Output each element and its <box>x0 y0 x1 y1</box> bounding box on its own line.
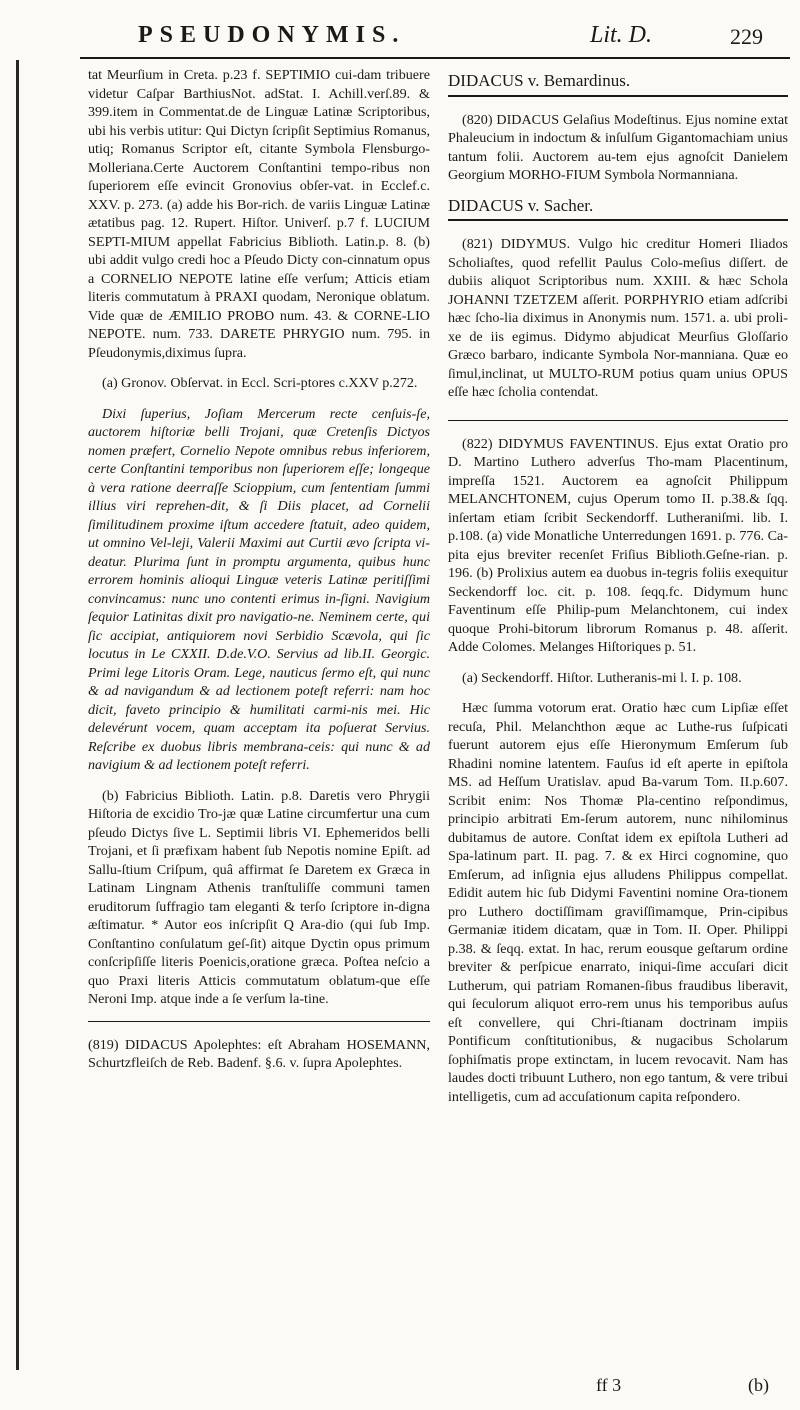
footnote-a-seckendorff: (a) Seckendorff. Hiſtor. Lutheranis-mi l. I. p. 108. <box>462 669 742 686</box>
catchword: (b) <box>748 1375 769 1395</box>
running-head <box>0 20 800 58</box>
entry-819: (819) DIDACUS Apolephtes: eſt Abraham HOSEMANN, Schurtzfleiſch de Reb. Badenf. §.6. v. ſupra Apolephtes. <box>88 1036 430 1071</box>
heading-rule <box>448 95 788 97</box>
page-margin-line <box>16 60 24 1370</box>
entry-821: (821) DIDYMUS. Vulgo hic creditur Homeri Iliados Scholiaſtes, quod refellit Paulus Colo-meſius diſſert. de dubiis aliquot Scriptoribus num. XXIII. & hæc Schola JOHANNI TZETZEM aſſerit. PORPHYRIO etiam adſcribi hæc ſcho-lia diximus in Anonymis num. 1571. a. ubi proli-xe de iis egimus. Didymo abjudicat Meurſius Gloſſario Græco barbaro, indicante Symbola Nor-manniana. Quæ eo ſimul,inclinat, ut MULTO-RUM potius quam unius OPUS eſſe hæc ſcholia contendat. <box>448 236 788 400</box>
heading-rule <box>448 219 788 221</box>
heading-didacus-sacher <box>448 197 788 216</box>
page-number: 229 <box>730 24 763 49</box>
entry-divider <box>88 1021 430 1022</box>
heading-text: DIDACUS v. Sacher. <box>448 195 594 215</box>
entry-divider <box>448 420 788 421</box>
heading-text: DIDACUS v. Bemardinus. <box>448 71 631 90</box>
header-rule <box>80 57 790 59</box>
left-column <box>88 66 430 1085</box>
entry-822: (822) DIDYMUS FAVENTINUS. Ejus extat Oratio pro D. Martino Luthero adverſus Tho-mam Placentinum, impreſſa 1521. Auctorem ea agnoſcit Philippum MELANCHTONEM, cujus Operum tomo II. p.38.& ſqq. inſertam etiam ſcribit Seckendorff. Lutheraniſmi. lib. I. p.108. (a) vide Monatliche Unterredungen 1691. p. 776. Ca-pita ejus breviter recenſet Friſius Biblioth.Geſne-rian. p. 196. (b) Prolixius autem ea duobus in-tegris foliis exequitur Seckendorff loc. cit. p. 108. ſeqq.fc. Didymum hunc Faventinum eſſe Philip-pum Melanchtonem, cui index quoque Prohi-bitorum librorum Romanus p. 48. aſſerit. Adde Colomes. Melanges Hiſtoriques p. 51. <box>448 435 788 655</box>
note-dixi-superius: Dixi ſuperius, Joſiam Mercerum recte cenſuis-ſe, auctorem hiſtoriæ belli Trojani, quæ Cretenſis Dictyos nomen præfert, Cornelio Nepote omnibus rebus inferiorem, certe Conſtantini temporibus non ſuperiorem eſſe; longeque à vera ratione deerraſſe Scioppium, cum ſententiam ſummi illius viri reprehen-dit, & ſi Diis placet, ad Cornelii ſimilitudinem proxime iſtum accedere ſtatuit, adeo quidem, ut omnino Vel-leji, Valerii Maximi aut Curtii ævo ſcripta vi-deatur. Plurima ſunt in promptu argumenta, quibus hunc errorem hominis alioqui Linguæ veteris Latinæ peritiſſimi convincamus: nunc uno contenti erimus in-ſigni. Navigium ſequior Latinitas dixit pro navigatio-ne. Neminem certe, qui ſic accipiat, antiquiorem novi Serbidio Scævola, qui ſic locutus in Le CXXII. D.de.V.O. Servius ad lib.II. Georgic. Primi lege Litoris Oram. Lege, nauticus ſermo eſt, qui nunc & ad navigandum & ad lectionem poteſt referri: nam hoc dicit, faveto principio & humilitati carmi-nis mei. Hic delevérunt vocem, quam acceptam ita poſuerat Servius. Reſcribe ex duobus libris membrana-ceis: qui nunc & ad navigium & ad lectionem poteſt referri. <box>88 405 430 773</box>
entry-818-continuation: tat Meurſium in Creta. p.23 f. SEPTIMIO cui-dam tribuere videtur Caſpar BarthiusNot. adStat. I. Achill.verſ.89. & 399.item in Commentat.de de Linguæ Latinæ Scriptoribus, ubi his verbis utitur: Qui Dictyn ſcripſit Septimius Romanus, utiq; Romanus Scriptor eſt, citante Symbola Flensburgo-Molleriana.Certe Auctorem Conſtantini tempo-ribus non ſuperiorem eſſe evincit Gronovius obſer-vat. in Ecclef.c. XXV. p. 273. (a) adde his Bor-rich. de variis Linguæ Latinæ ætatibus pag. 12. Rupert. Hiſtor. Univerſ. p.7 f. LUCIUM SEPTI-MIUM appellat Fabricius Biblioth. Latin.p. 8. (b) ubi addit vulgo credi hoc a Pſeudo Dicty con-cinnatum opus a CORNELIO NEPOTE latine eſſe verſum; Atticis etiam literis commutatum à PRAXI quodam, Neronique oblatum. Vide quæ de ÆMILIO PROBO num. 43. & CORNE-LIO NEPOTE. num. 733. DARETE PHRYGIO num. 795. in Pſeudonymis,diximus ſupra. <box>88 67 430 361</box>
entry-820: (820) DIDACUS Gelaſius Modeſtinus. Ejus nomine extat Phaleucium in indoctum & inſulſum Gigantomachiam unius tantum folii. Auctorem au-tem ejus agnoſcit Danielem Georgium MORHO-FIUM Symbola Normanniana. <box>448 111 788 183</box>
section-marker: Lit. D. <box>590 22 653 48</box>
signature-mark: ff 3 <box>596 1375 622 1395</box>
running-title: PSEUDONYMIS. <box>138 22 406 48</box>
footnote-a-gronov: (a) Gronov. Obſervat. in Eccl. Scri-ptores c.XXV p.272. <box>102 375 418 391</box>
right-column <box>448 66 788 1118</box>
heading-didacus-bemardinus <box>448 72 788 91</box>
footnote-b-fabricius: (b) Fabricius Biblioth. Latin. p.8. Daretis vero Phrygii Hiſtoria de excidio Tro-jæ quæ Latine circumfertur una cum pſeudo Dictys ſive L. Septimii libris VI. Ephemeridos belli Trojani, et ſi præfixam habent ſub Nepotis nomine Epiſt. ad Sallu-ſtium Criſpum, quâ affirmat ſe Daretem ex Græca in Latinam Lingnam Athenis tranſtuliſſe communi tamen eruditorum ſuffragio tam eleganti & terſo ſcriptore in-digna æſtimatur. * Autor eos inſcripſit Q Ara-dio (qui ſub Imp. Conſtantino conſulatum geſ-ſit) aitque Dyctin opus primum conſcripſiſſe literis Poenicis,oratione græca. Poſtea neſcio a quo Praxi literis Atticis commutatum oblatum-que eſſe Neroni Imp. atque inde a ſe verſum la-tine. <box>88 787 430 1007</box>
note-haec-summa: Hæc ſumma votorum erat. Oratio hæc cum Lipſiæ eſſet recuſa, Phil. Melanchthon æque ac Luthe-rus ſuſpicati fuerunt autorem ejus eſſe Hieronymum Emſerum ſub Rhadini nomine latentem. Fauſus id eſt aperte in epiſtola MS. ad Heſſum Uratislav. apud Ba-varum Tom. II.p.607. Scribit enim: Nos Thomæ Pla-centino reſpondimus, principio arbitrati Em-ſerum autorem, nunc nihilominus dubitamus de autore. Conſtat idem ex epiſtola Lutheri ad Spa-latinum part. II. pag. 7. & ex Hirci cognomine, quo Emſerum, ad inſignia ejus alludens Philippus compellat. Edidit autem hic ſub Didymi Faventini nomine Ora-tionem pro Luthero doctiſſimam graviſſimamque, Prin-cipibus Germaniæ itidem dicatam, quæ in Tom. II. Oper. Philippi p.38. & ſeqq. extat. In hac, rerum eousque geſtarum ordine breviter & perſpicue enarrato, iniqui-ſime accuſari dicit Lutherum, qui patriam Romanen-ſibus fraudibus liberavit, qui ſeculorum aliquot erro-rem unus his temporibus auſus eſt convellere, qui Chri-ſtianam doctrinam impiis Pontificum conſtitutionibus, & nugacibus Scholarum ſophiſmatis prope extinctam, in lucem revocavit. Nam has laudes docti tribuunt Luthero, non ego tantum, & vere tribui intelligetis, cum ad accuſationum capita reſpondero. <box>448 700 788 1105</box>
